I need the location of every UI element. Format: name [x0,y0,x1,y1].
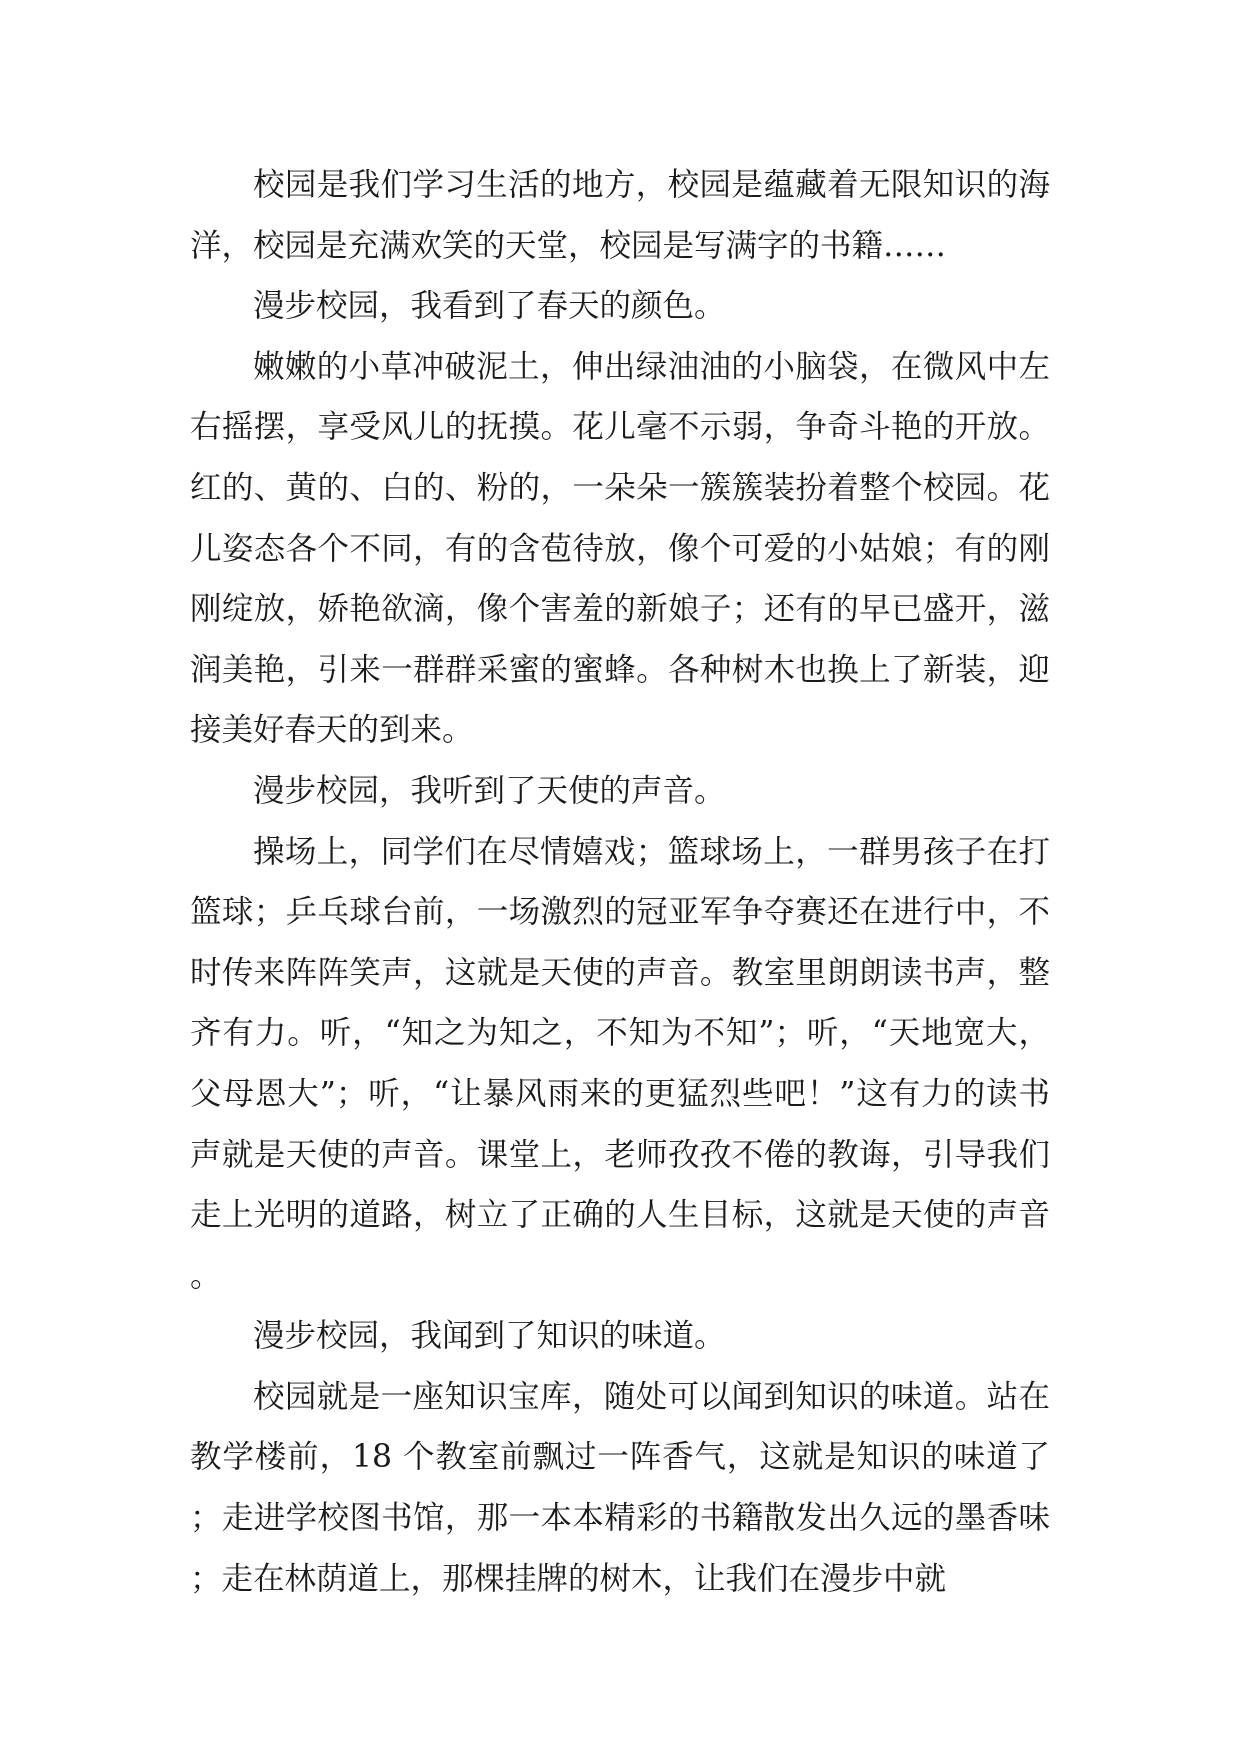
paragraph-intro: 校园是我们学习生活的地方，校园是蕴藏着无限知识的海洋，校园是充满欢笑的天堂，校园是写满字的书籍…… [190,167,1050,264]
document-body [190,155,1050,1609]
paragraph-angel: 操场上，同学们在尽情嬉戏；篮球场上，一群男孩子在打篮球；乒乓球台前，一场激烈的冠亚军争夺赛还在进行中，不时传来阵阵笑声，这就是天使的声音。教室里朗朗读书声，整齐有力。听，“知之为知之，不知为不知”；听，“天地宽大，父母恩大”；听，“让暴风雨来的更猛烈些吧！”这有力的读书声就是天使的声音。课堂上，老师孜孜不倦的教诲，引导我们走上光明的道路，树立了正确的人生目标，这就是天使的声音。 [190,833,1050,1294]
paragraph-heading-angel: 漫步校园，我听到了天使的声音。 [253,772,726,809]
paragraph-knowledge: 校园就是一座知识宝库，随处可以闻到知识的味道。站在教学楼前，18 个教室前飘过一阵香气，这就是知识的味道了；走进学校图书馆，那一本本精彩的书籍散发出久远的墨香味；走在林荫道上，那棵挂牌的树木，让我们在漫步中就 [190,1378,1050,1597]
paragraph-spring: 嫩嫩的小草冲破泥土，伸出绿油油的小脑袋，在微风中左右摇摆，享受风儿的抚摸。花儿毫不示弱，争奇斗艳的开放。红的、黄的、白的、粉的，一朵朵一簇簇装扮着整个校园。花儿姿态各个不同，有的含苞待放，像个可爱的小姑娘；有的刚刚绽放，娇艳欲滴，像个害羞的新娘子；还有的早已盛开，滋润美艳，引来一群群采蜜的蜜蜂。各种树木也换上了新装，迎接美好春天的到来。 [190,348,1050,749]
paragraph-heading-knowledge: 漫步校园，我闻到了知识的味道。 [253,1318,726,1355]
paragraph-heading-spring: 漫步校园，我看到了春天的颜色。 [253,288,726,325]
